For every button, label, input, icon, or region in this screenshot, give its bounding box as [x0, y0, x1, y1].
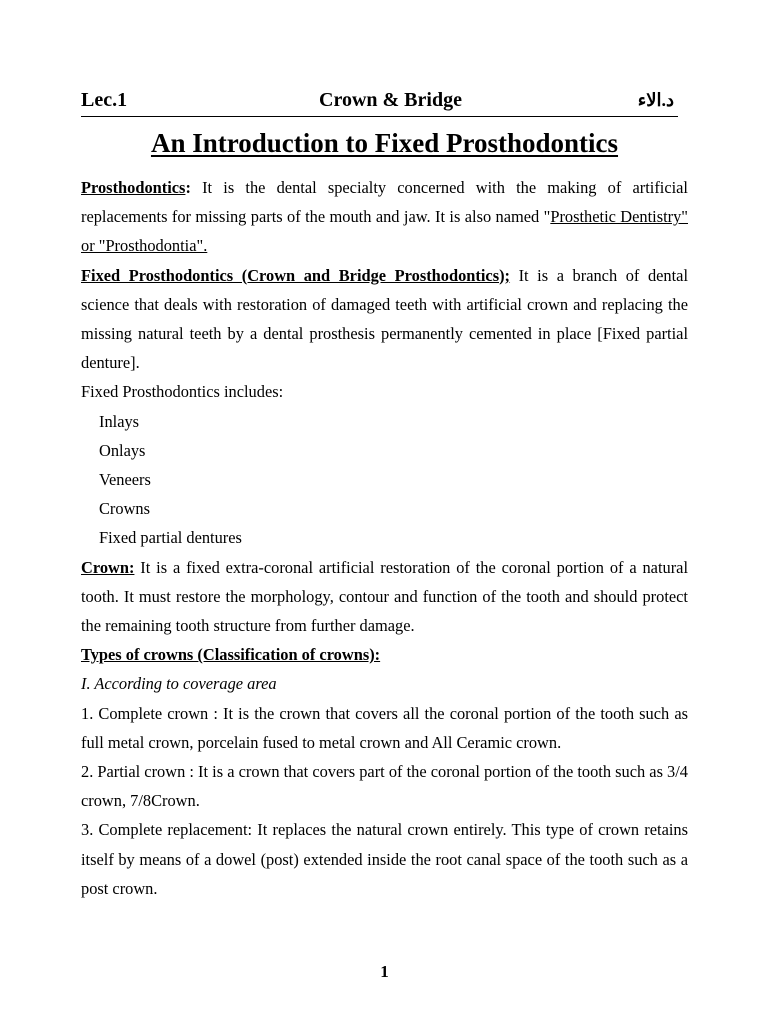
- lecture-number: Lec.1: [81, 89, 128, 111]
- fixed-prosthodontics-paragraph: [81, 261, 688, 378]
- types-item-complete-crown: 1. Complete crown : It is the crown that covers all the coronal portion of the tooth such as full metal crown, porcelain fused to metal crown and All Ceramic crown.: [81, 703, 688, 752]
- list-item: Veneers: [99, 470, 151, 490]
- document-body: [81, 173, 688, 903]
- document-page: [81, 0, 688, 1024]
- includes-list: [81, 407, 688, 553]
- prosthodontics-term: Prosthodontics: [81, 178, 186, 197]
- list-item: Onlays: [99, 440, 146, 460]
- prosthodontics-text: It is the dental specialty concerned with the making of artificial replacements for missing parts of the mouth and jaw. It is also named ": [81, 178, 688, 227]
- list-item: Fixed partial dentures: [99, 528, 242, 548]
- list-item: Crowns: [99, 499, 150, 519]
- page-number: 1: [380, 962, 389, 981]
- course-title: Crown & Bridge: [319, 89, 462, 111]
- types-item-partial-crown: 2. Partial crown : It is a crown that covers part of the coronal portion of the tooth such as 3/4 crown, 7/8Crown.: [81, 762, 688, 811]
- fixed-prosthodontics-text: It is a branch of dental science that deals with restoration of damaged teeth with artificial crown and replacing the missing natural teeth by a dental prosthesis permanently cemented in place [Fixed partial denture].: [81, 265, 688, 373]
- types-subheading: I. According to coverage area: [81, 674, 277, 694]
- prosthodontics-colon: :: [185, 178, 191, 197]
- includes-intro: Fixed Prosthodontics includes:: [81, 382, 284, 402]
- fixed-prosthodontics-term: Fixed Prosthodontics (Crown and Bridge Prosthodontics);: [81, 265, 511, 285]
- types-item-complete-replacement: 3. Complete replacement: It replaces the natural crown entirely. This type of crown retains itself by means of a dowel (post) extended inside the root canal space of the tooth such as a post crown.: [81, 820, 688, 898]
- types-heading: Types of crowns (Classification of crowns):: [81, 645, 381, 665]
- prosthodontics-paragraph: [81, 173, 688, 261]
- prosthodontics-alt-names: Prosthetic Dentistry" or "Prosthodontia".: [81, 207, 688, 256]
- list-item: Inlays: [99, 411, 140, 431]
- crown-term: Crown:: [81, 557, 135, 577]
- crown-paragraph: [81, 553, 688, 641]
- page-header: [81, 86, 678, 117]
- crown-text: It is a fixed extra-coronal artificial restoration of the coronal portion of a natural tooth. It must restore the morphology, contour and function of the tooth and should protect the remaining tooth structure from further damage.: [81, 557, 688, 636]
- document-title: [81, 125, 688, 161]
- author-name: د.الاء: [637, 90, 674, 110]
- document-title-text: An Introduction to Fixed Prosthodontics: [150, 128, 619, 158]
